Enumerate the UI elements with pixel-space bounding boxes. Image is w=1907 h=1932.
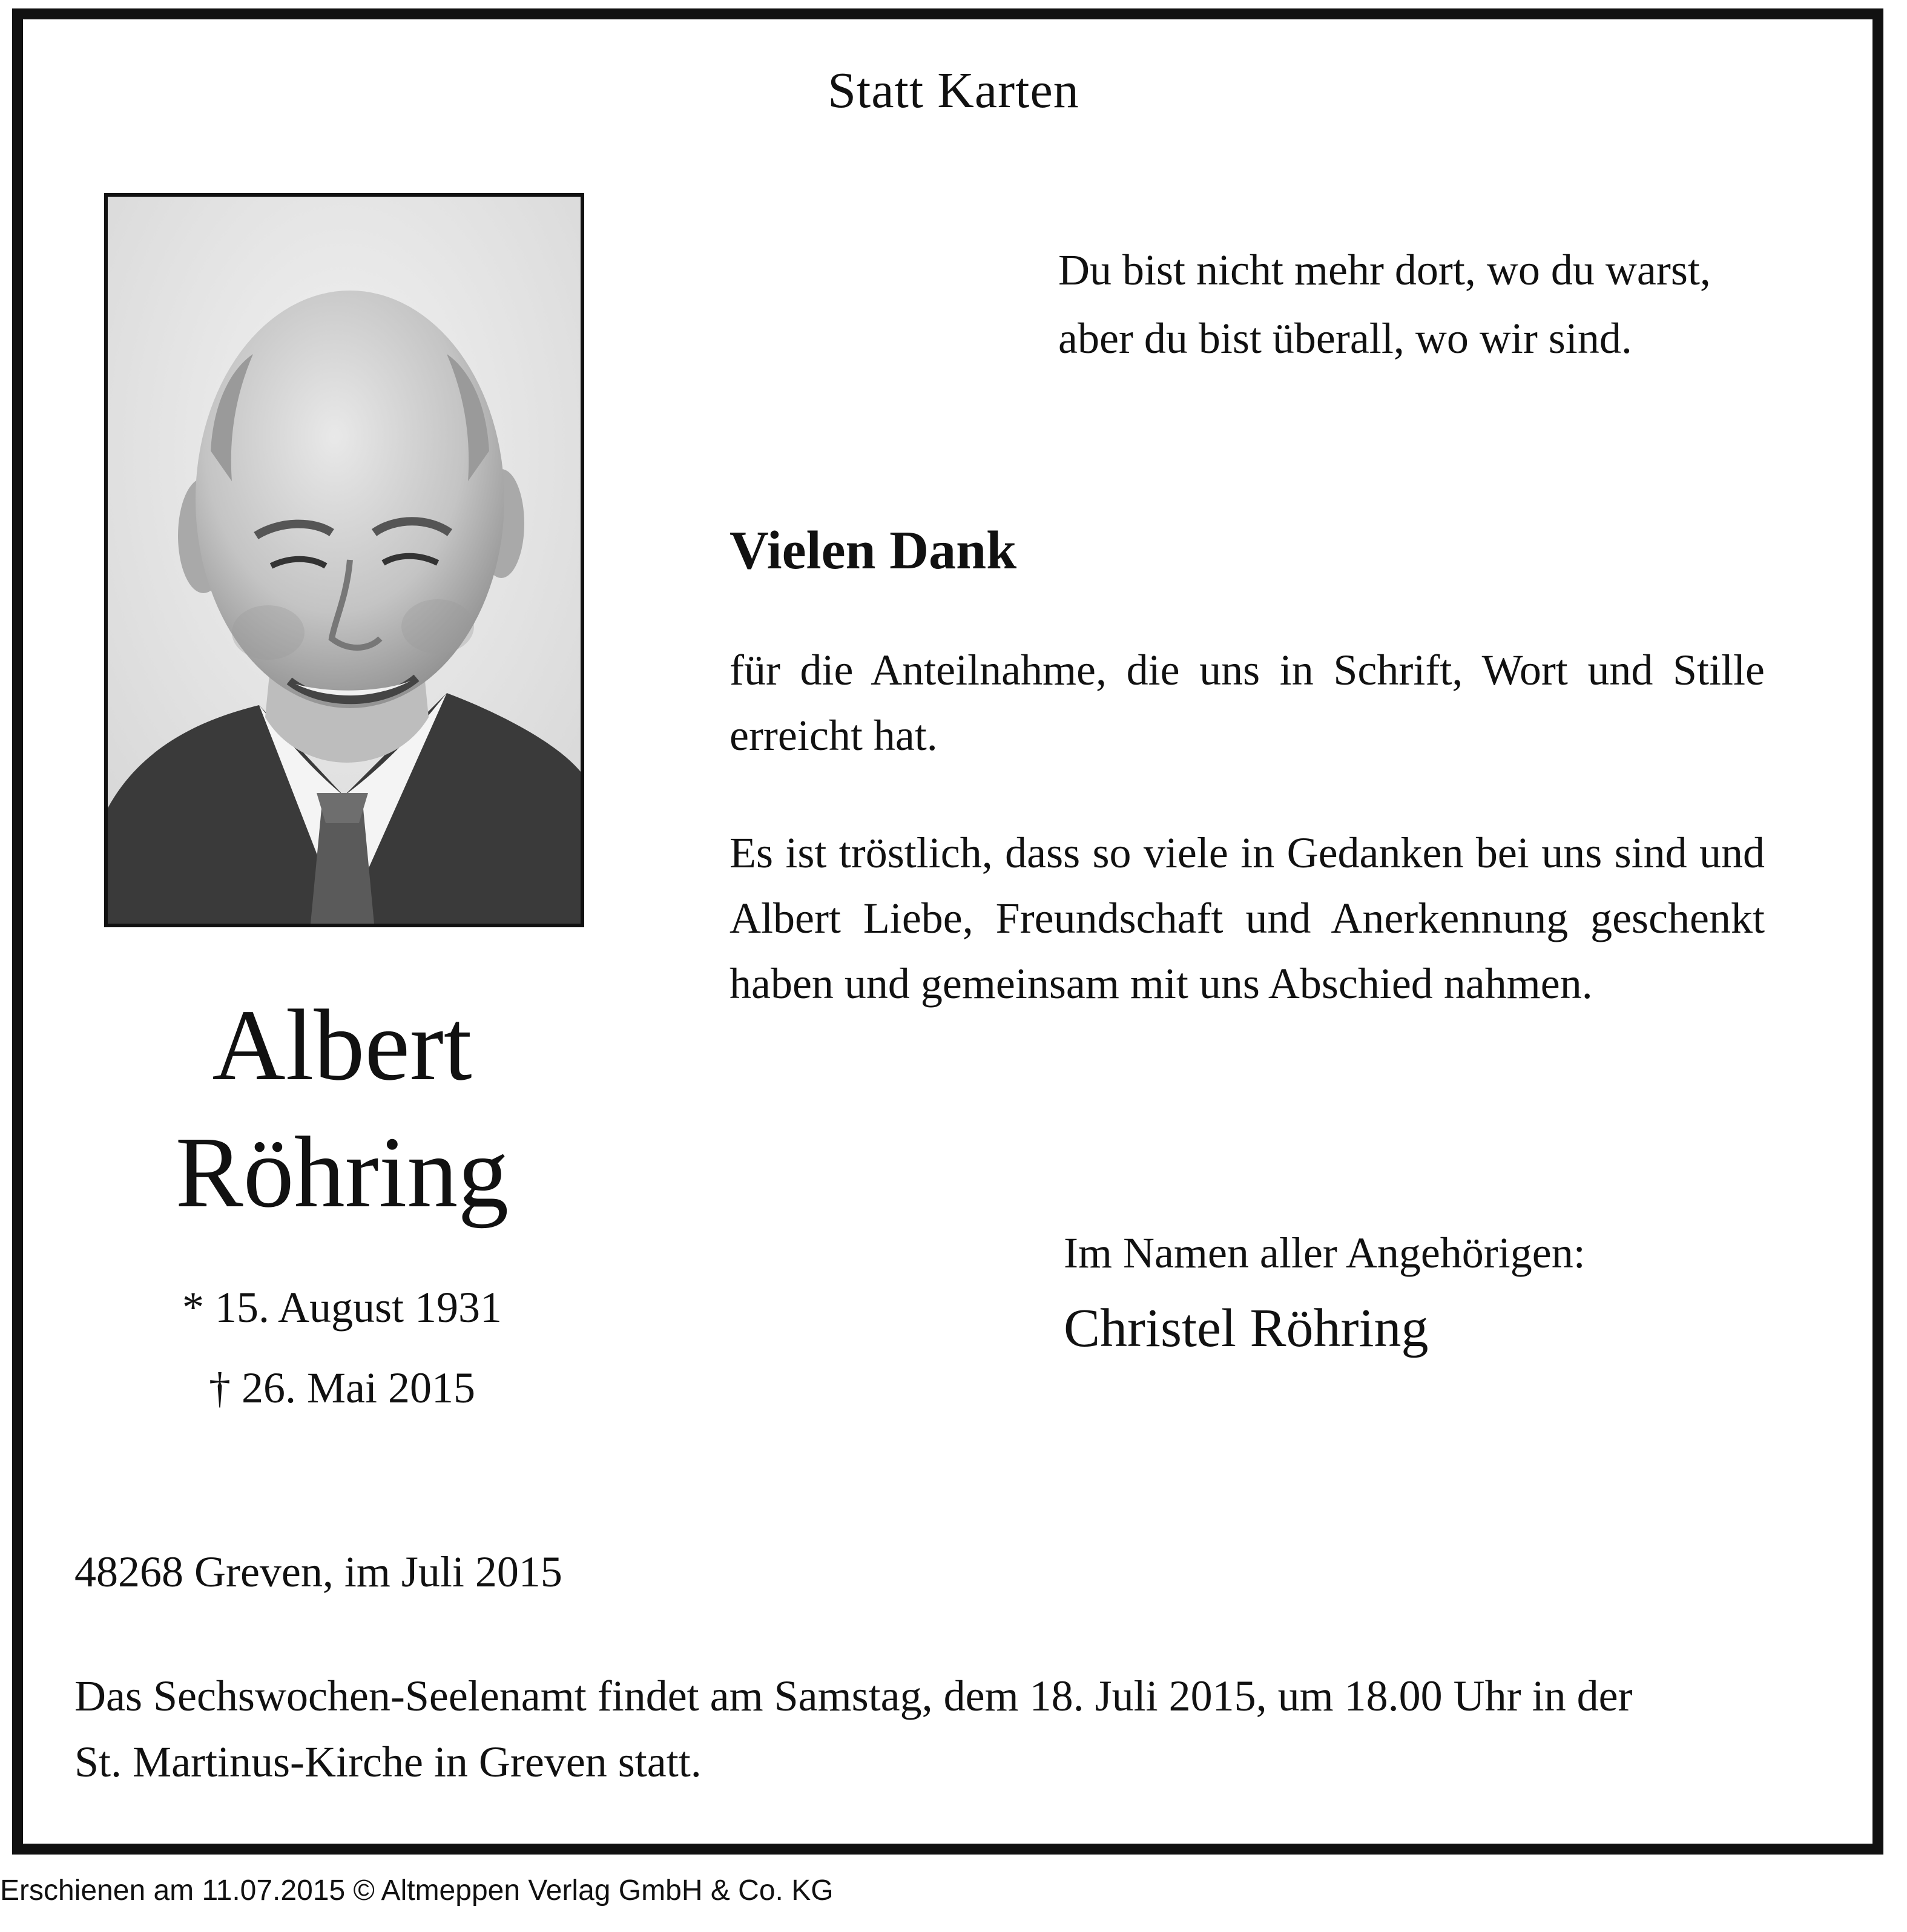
- signature-name: Christel Röhring: [1064, 1298, 1429, 1358]
- deceased-last-name: Röhring: [175, 1116, 509, 1229]
- deceased-first-name: Albert: [212, 989, 472, 1102]
- thanks-paragraph: für die Anteilnahme, die uns in Schrift, Wort und Stille erreicht hat.: [730, 646, 1765, 760]
- service-line: Das Sechswochen-Seelenamt findet am Samstag, dem 18. Juli 2015, um 18.00 Uhr in der: [74, 1672, 1633, 1720]
- quote-line: aber du bist überall, wo wir sind.: [1058, 314, 1632, 363]
- thanks-paragraph: Es ist tröstlich, dass so viele in Gedanken bei uns sind und Albert Liebe, Freundschaft und Anerkennung geschenkt haben und gemeinsam mit uns Abschied nahmen.: [730, 829, 1765, 1008]
- place-date: 48268 Greven, im Juli 2015: [74, 1548, 562, 1596]
- portrait-photo: [104, 193, 584, 927]
- service-line: St. Martinus-Kirche in Greven statt.: [74, 1738, 702, 1786]
- birth-date: * 15. August 1931: [182, 1283, 502, 1332]
- memorial-quote: [1058, 236, 1711, 373]
- portrait-image: [108, 197, 581, 924]
- signature-intro: Im Namen aller Angehörigen:: [1064, 1229, 1586, 1277]
- publication-footer: Erschienen am 11.07.2015 © Altmeppen Verlag GmbH & Co. KG: [0, 1874, 834, 1907]
- service-notice: [74, 1663, 1633, 1795]
- thanks-heading: Vielen Dank: [730, 521, 1017, 580]
- quote-line: Du bist nicht mehr dort, wo du warst,: [1058, 246, 1711, 294]
- header-title: Statt Karten: [828, 62, 1079, 119]
- death-date: † 26. Mai 2015: [209, 1364, 475, 1412]
